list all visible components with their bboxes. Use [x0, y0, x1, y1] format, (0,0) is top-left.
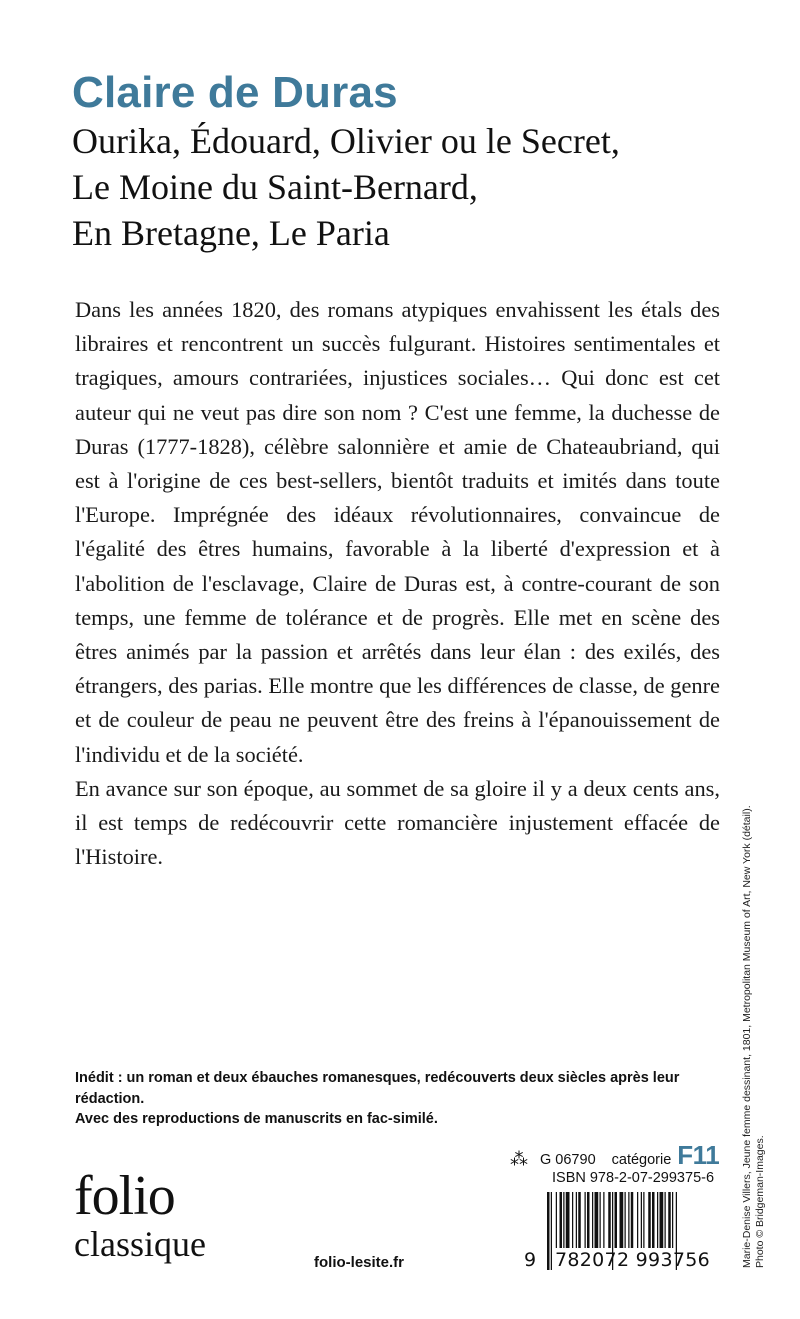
barcode-bar	[620, 1192, 624, 1248]
barcode-bar	[628, 1192, 629, 1248]
barcode-bar	[566, 1192, 570, 1248]
logo-folio: folio	[74, 1165, 175, 1227]
title-line: Ourika, Édouard, Olivier ou le Secret,	[72, 121, 620, 161]
barcode-bar	[643, 1192, 644, 1248]
barcode-bar	[585, 1192, 586, 1248]
title-line: En Bretagne, Le Paria	[72, 213, 390, 253]
isbn: ISBN 978-2-07-299375-6	[552, 1170, 715, 1186]
barcode-bar	[600, 1192, 601, 1248]
barcode-bar	[576, 1192, 577, 1248]
credit-line: Marie-Denise Villers, Jeune femme dessinant, 1801, Metropolitan Museum of Art, New York (détail).	[741, 805, 753, 1268]
barcode-bar	[578, 1192, 581, 1248]
barcode-bar	[556, 1192, 557, 1248]
barcode-bar	[560, 1192, 563, 1248]
barcode-digits: 782072 993756	[555, 1249, 710, 1271]
website-link[interactable]: folio-lesite.fr	[314, 1254, 405, 1271]
barcode-first-digit: 9	[524, 1249, 537, 1271]
note-line: Inédit : un roman et deux ébauches romanesques, redécouverts deux siècles après leur rédaction.	[75, 1070, 680, 1107]
photo-credits	[741, 683, 766, 1268]
edition-notes	[75, 1068, 725, 1130]
barcode-bar	[668, 1192, 671, 1248]
category-code: F11	[677, 1140, 720, 1170]
category-label: catégorie	[611, 1152, 672, 1168]
barcode-bar	[595, 1192, 599, 1248]
barcode-bar	[592, 1192, 593, 1248]
catalog-codes	[510, 1140, 720, 1186]
author-name: Claire de Duras	[72, 68, 398, 117]
barcode-bar	[563, 1192, 564, 1248]
barcode-bar	[572, 1192, 573, 1248]
credit-line: Photo © Bridgeman-Images.	[753, 1135, 766, 1268]
barcode-bar	[652, 1192, 655, 1248]
barcode-bar	[615, 1192, 618, 1248]
barcode-bar	[672, 1192, 673, 1248]
barcode-bar	[551, 1192, 552, 1270]
barcode-bar	[631, 1192, 634, 1248]
gallimard-stars-icon: ⁂	[510, 1149, 528, 1169]
title-line: Le Moine du Saint-Bernard,	[72, 167, 478, 207]
barcode-bar	[665, 1192, 666, 1248]
barcode-bar	[587, 1192, 590, 1248]
blurb-paragraph: Dans les années 1820, des romans atypiques envahissent les étals des libraires et rencontrent un succès fulgurant. Histoires sentimentales et tragiques, amours contrariées, injustices sociales… Qui donc est cet auteur qui ne veut pas dire son nom ? C'est une femme, la duchesse de Duras (1777-1828), célèbre salonnière et amie de Chateaubriand, qui est à l'origine de ces best-sellers, bientôt traduits et imités dans toute l'Europe. Imprégnée des idéaux révolutionnaires, convaincue de l'égalité des êtres humains, favorable à la liberté d'expression et à l'abolition de l'esclavage, Claire de Duras est, à contre-courant de son temps, une femme de tolérance et de progrès. Elle met en scène des êtres animés par la passion et arrêtés dans leur élan : des exilés, des étrangers, des parias. Elle montre que les différences de classe, de genre et de couleur de peau ne peuvent être des freins à l'épanouissement de l'individu et de la société.	[75, 297, 720, 767]
barcode-bar	[637, 1192, 638, 1248]
barcode-bar	[641, 1192, 642, 1248]
book-titles	[72, 118, 752, 256]
barcode-bar	[648, 1192, 651, 1248]
logo-classique: classique	[74, 1224, 206, 1264]
barcode-bar	[608, 1192, 611, 1248]
barcode-bar	[660, 1192, 664, 1248]
catalog-code: G 06790	[540, 1152, 596, 1168]
barcode-bar	[625, 1192, 626, 1248]
blurb	[75, 293, 720, 874]
barcode-bar	[603, 1192, 604, 1248]
barcode-bar	[547, 1192, 550, 1270]
note-line: Avec des reproductions de manuscrits en fac-similé.	[75, 1111, 438, 1127]
blurb-paragraph: En avance sur son époque, au sommet de sa gloire il y a deux cents ans, il est temps de redécouvrir cette romancière injustement effacée de l'Histoire.	[75, 775, 720, 870]
barcode-bar	[657, 1192, 658, 1248]
